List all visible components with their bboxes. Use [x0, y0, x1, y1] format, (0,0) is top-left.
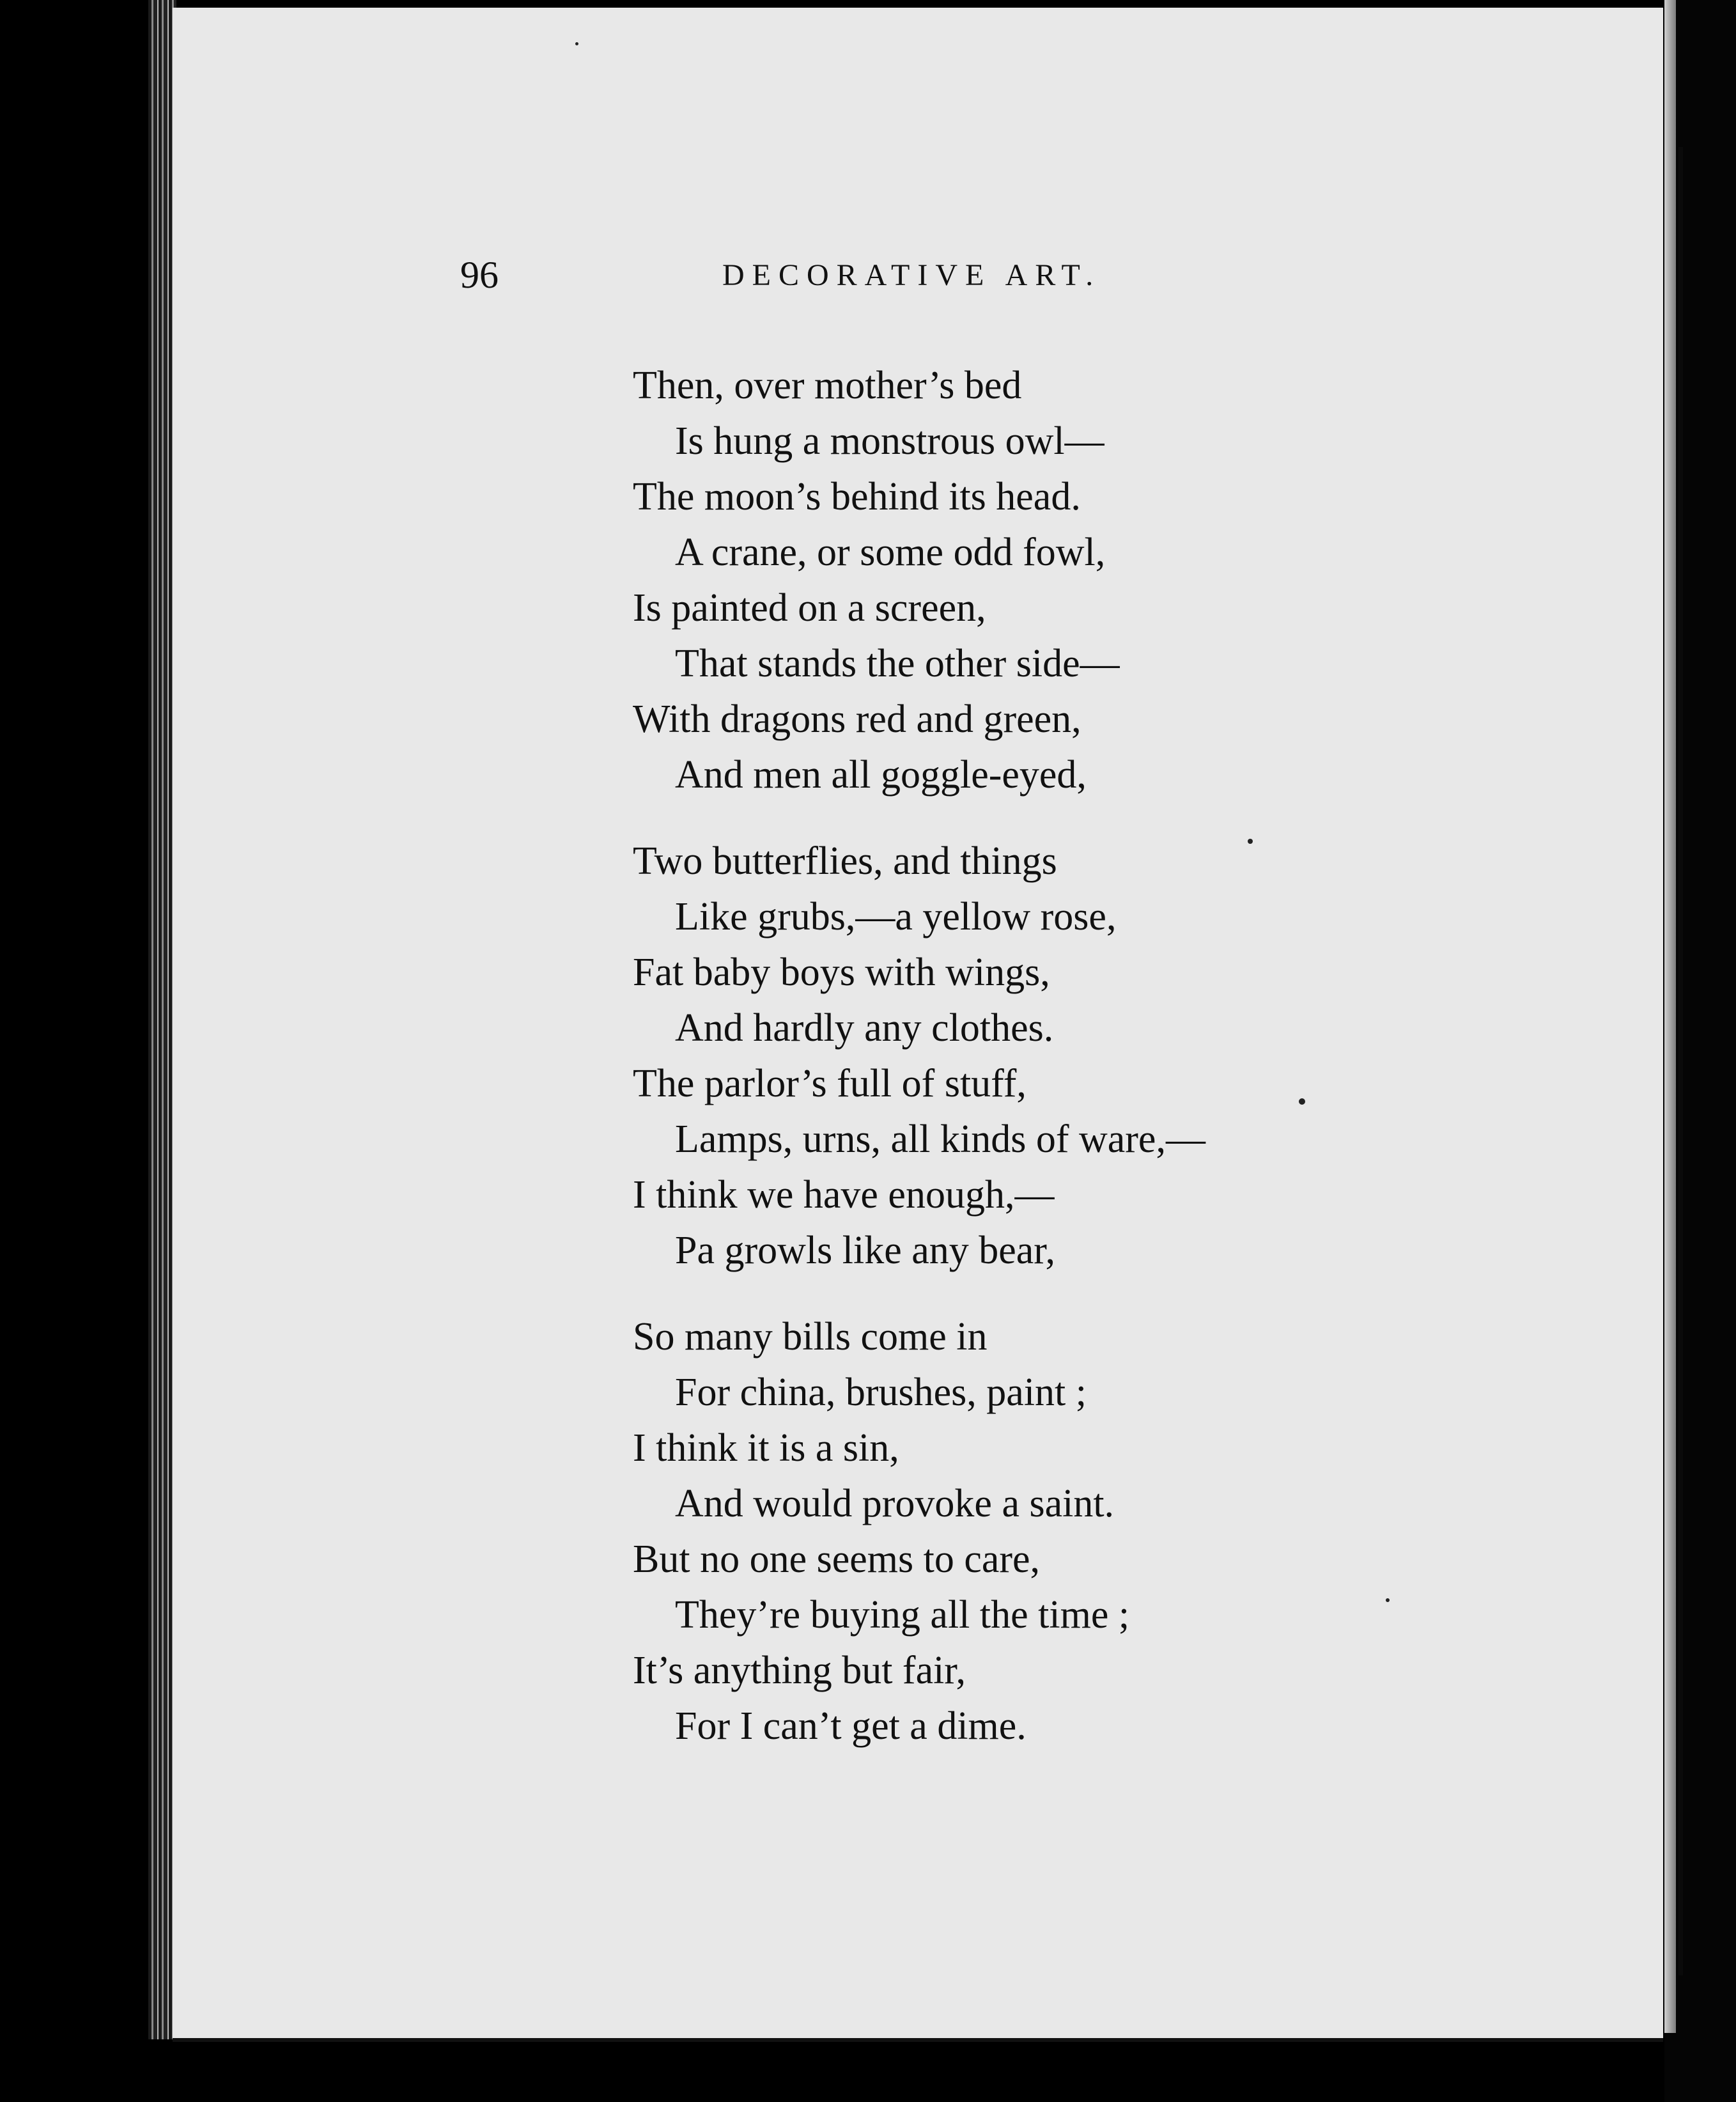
poem-line: I think it is a sin,	[633, 1426, 899, 1470]
page-number: 96	[460, 254, 499, 296]
scan-speck	[575, 42, 578, 45]
poem-line: And would provoke a saint.	[675, 1482, 1115, 1525]
page-header	[460, 249, 1176, 300]
poem-line: Is hung a monstrous owl—	[675, 419, 1104, 463]
poem-line: That stands the other side—	[675, 642, 1120, 685]
facing-page-rule	[1678, 147, 1683, 1975]
poem-line: I think we have enough,—	[633, 1173, 1055, 1217]
poem-line: Like grubs,—a yellow rose,	[675, 895, 1117, 938]
poem-line: For I can’t get a dime.	[675, 1704, 1027, 1748]
scan-speck	[1248, 839, 1253, 844]
poem-line: Lamps, urns, all kinds of ware,—	[675, 1117, 1205, 1161]
poem-line: And hardly any clothes.	[675, 1006, 1054, 1050]
poem-line: So many bills come in	[633, 1315, 988, 1359]
poem-line: It’s anything but fair,	[633, 1649, 966, 1692]
poem-line: For china, brushes, paint ;	[675, 1371, 1087, 1414]
running-title: DECORATIVE ART.	[722, 258, 1101, 292]
facing-page-strip	[1664, 0, 1676, 2033]
facing-page-edge	[1664, 0, 1736, 2102]
poem-line: The parlor’s full of stuff,	[633, 1062, 1027, 1105]
scan-speck	[1299, 1098, 1305, 1105]
scan-speck	[1386, 1598, 1390, 1602]
poem-line: A crane, or some odd fowl,	[675, 531, 1106, 574]
poem-line: Is painted on a screen,	[633, 586, 986, 630]
stanza-2	[633, 834, 1400, 1279]
poem-line: They’re buying all the time ;	[675, 1593, 1130, 1637]
poem-line: Fat baby boys with wings,	[633, 951, 1050, 994]
stanza-1	[633, 358, 1400, 803]
poem-line: And men all goggle-eyed,	[675, 753, 1087, 797]
poem	[633, 358, 1400, 1785]
stanza-3	[633, 1309, 1400, 1754]
poem-line: Two butterflies, and things	[633, 839, 1057, 883]
poem-line: But no one seems to care,	[633, 1538, 1041, 1581]
poem-line: The moon’s behind its head.	[633, 475, 1081, 518]
poem-line: Pa growls like any bear,	[675, 1229, 1055, 1272]
poem-line: Then, over mother’s bed	[633, 364, 1022, 407]
poem-line: With dragons red and green,	[633, 697, 1081, 741]
